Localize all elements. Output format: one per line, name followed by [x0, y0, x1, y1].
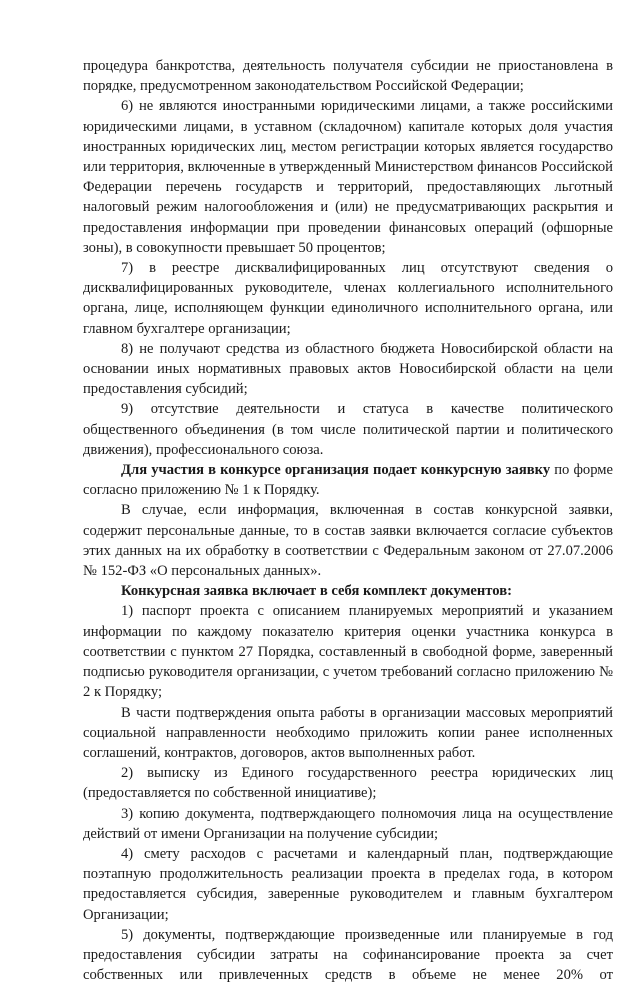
document-item-5: 5) документы, подтверждающие произведенные или планируемые в год предоставления субсидии затраты на софинансирование проекта за счет собственных или привлеченных средств в объеме не менее 20% от — [83, 926, 613, 984]
paragraph-continuation: процедура банкротства, деятельность получателя субсидии не приостановлена в порядке, предусмотренном законодательством Российской Федерации; — [83, 58, 613, 95]
document-item-1: 1) паспорт проекта с описанием планируемых мероприятий и указанием информации по каждому показателю критерия оценки участника конкурса в соответствии с пунктом 27 Порядка, составленный в свободной форме, заверенный подписью руководителя организации, с учетом требований согласно приложению № 2 к Порядку; — [83, 603, 613, 701]
document-item-3: 3) копию документа, подтверждающего полномочия лица на осуществление действий от имени Организации на получение субсидии; — [83, 805, 613, 842]
paragraph-item-7: 7) в реестре дисквалифицированных лиц отсутствуют сведения о дисквалифицированных руководителе, членах коллегиального исполнительного органа, лице, исполняющем функции единоличного исполнительного органа, или главном бухгалтере организации; — [83, 260, 613, 337]
application-bold-lead: Для участия в конкурсе организация подает конкурсную заявку — [121, 462, 551, 479]
paragraph-item-6: 6) не являются иностранными юридическими лицами, а также российскими юридическими лицами, в уставном (складочном) капитале которых доля участия иностранных юридических лиц, местом регистрации которых является государство или территория, включенные в утвержденный Министерством финансов Российской Федерации перечень государств и территорий, предоставляющих льготный налоговый режим налогообложения и (или) не предусматривающих раскрытия и предоставления информации при проведении финансовых операций (офшорные зоны), в совокупности превышает 50 процентов; — [83, 98, 613, 256]
paragraph-item-8: 8) не получают средства из областного бюджета Новосибирской области на основании иных нормативных правовых актов Новосибирской области на цели предоставления субсидий; — [83, 340, 613, 398]
application-rest: по форме согласно приложению № 1 к Порядку. — [83, 462, 613, 499]
paragraph-item-9: 9) отсутствие деятельности и статуса в качестве политического общественного объединения (в том числе политической партии и политического движения), профессионального союза. — [83, 401, 613, 458]
paragraph-application — [83, 460, 613, 500]
paragraph-personal-data: В случае, если информация, включенная в состав конкурсной заявки, содержит персональные данные, то в состав заявки включается согласие субъектов этих данных на их обработку в соответствии с Федеральным законом от 27.07.2006 № 152-ФЗ «О персональных данных». — [83, 502, 613, 580]
document-item-1-note: В части подтверждения опыта работы в организации массовых мероприятий социальной направленности необходимо приложить копии ранее исполненных соглашений, контрактов, договоров, актов выполненных работ. — [83, 704, 613, 761]
documents-heading: Конкурсная заявка включает в себя комплект документов: — [121, 583, 512, 600]
document-item-2: 2) выписку из Единого государственного реестра юридических лиц (предоставляется по собственной инициативе); — [83, 765, 613, 802]
document-item-4: 4) смету расходов с расчетами и календарный план, подтверждающие поэтапную продолжительность реализации проекта в пределах года, в котором предоставляется субсидия, заверенные руководителем и главным бухгалтером Организации; — [83, 845, 613, 923]
document-page — [83, 56, 613, 985]
